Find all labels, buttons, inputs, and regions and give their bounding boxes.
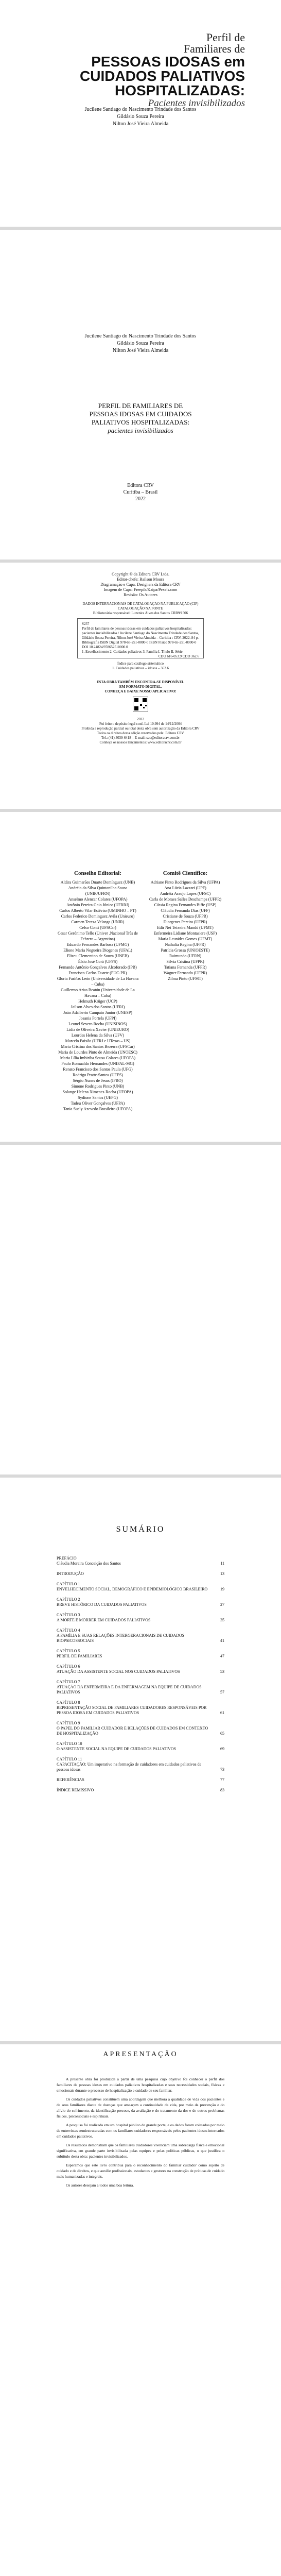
half-title-author: Nilton José Vieira Almeida — [112, 348, 169, 353]
toc-entry-page: 83 — [220, 1788, 224, 1792]
cover-title-line5: HOSPITALIZADAS: — [114, 82, 245, 98]
presentation-title: APRESENTAÇÃO — [103, 2050, 178, 2058]
cip-title: DADOS INTERNACIONAIS DE CATALOGAÇÃO NA PUBLICAÇÃO (CIP) — [82, 602, 199, 606]
toc-entry-page: 27 — [220, 1602, 224, 1607]
toc-entry[interactable] — [57, 1777, 224, 1783]
toc-entry-label — [57, 1680, 214, 1695]
cip-index-entry: 1. Cuidados paliativos – idosos – 362.6 — [112, 666, 169, 670]
cover-author: Gildásio Souza Pereira — [117, 114, 164, 120]
toc-entry-title: PREFÁCIO — [57, 1556, 77, 1561]
cover-title-line4: CUIDADOS PALIATIVOS — [80, 68, 245, 84]
toc-entry-page: 73 — [220, 1767, 224, 1772]
toc-entry-title: CAPÍTULO 9 — [57, 1721, 80, 1725]
council-member: Tatiana Fernanda (UFPR) — [164, 965, 207, 970]
copyright-line: Diagramação e Capa: Designers da Editora CRV — [100, 582, 181, 587]
council-left-title: Conselho Editorial: — [74, 870, 121, 876]
council-member: Gloria Fariñas León (Universidade de La Havana – Cuba) — [57, 976, 139, 987]
toc-entry-title: INTRODUÇÃO — [57, 1571, 84, 1576]
council-member: Carmen Tereza Velanga (UNIR) — [71, 920, 125, 924]
council-member: Cláudia Fernanda Dias (UFF) — [161, 908, 210, 913]
toc-entry-subtitle: BREVE HISTÓRICO DA CUIDADOS PALIATIVOS — [57, 1602, 147, 1607]
half-title-line: PALIATIVOS HOSPITALIZADAS: — [91, 418, 190, 426]
toc-entry[interactable] — [57, 1556, 224, 1566]
toc-entry-page: 13 — [220, 1571, 224, 1576]
cover-subtitle: Pacientes invisibilizados — [148, 98, 245, 109]
council-member: Maria de Lourdes Pinto de Almeida (UNOESC) — [58, 1050, 137, 1055]
toc-entry[interactable] — [57, 1613, 224, 1623]
toc-entry-label — [57, 1649, 214, 1659]
toc-entry-title: CAPÍTULO 1 — [57, 1582, 80, 1586]
toc-entry[interactable] — [57, 1597, 224, 1607]
toc-entry-title: CAPÍTULO 10 — [57, 1741, 82, 1746]
digital-notice-line: CONHEÇA E BAIXE NOSSO APLICATIVO! — [104, 689, 177, 693]
council-member: Nathalia Regina (UFPR) — [165, 942, 206, 947]
half-title-authors — [0, 333, 281, 354]
council-member: Maria Leunides Gomes (UFMT) — [158, 937, 213, 941]
council-member: Josania Portela (UFPI) — [79, 1016, 117, 1021]
council-member: Silvia Cristina (UFPR) — [166, 959, 204, 964]
council-member: Andréia Araujo Lopes (UFSC) — [160, 891, 211, 896]
council-member: Francisco Carlos Duarte (PUC-PR) — [68, 971, 127, 975]
toc-entry-label — [57, 1556, 214, 1566]
toc-entry[interactable] — [57, 1741, 224, 1752]
legal-line: Conheça os nossos lançamentos: www.editoracrv.com.br — [99, 740, 182, 744]
council-member: Helmuth Krüger (UCP) — [78, 999, 117, 1004]
paragraph: Esperamos que este livro contribua para o reconhecimento do familiar cuidador como sujeito de cuidado e de direitos, e que auxilie profissionais, estudantes e gestores na construção de práticas de cuidado mais humanizadas e integrais. — [57, 2163, 224, 2179]
toc-entry-title: CAPÍTULO 5 — [57, 1649, 80, 1653]
blank-page — [0, 1145, 281, 1475]
toc-entry-label — [57, 1777, 214, 1783]
toc-entry-subtitle: ENVELHECIMENTO SOCIAL, DEMOGRÁFICO E EPIDEMIOLÓGICO BRASILEIRO — [57, 1587, 208, 1591]
toc-entry-title: REFERÊNCIAS — [57, 1777, 84, 1782]
half-title-author: Jucilene Santiago do Nascimento Trindade dos Santos — [84, 333, 197, 339]
toc-entry-title: CAPÍTULO 8 — [57, 1700, 80, 1705]
toc-entry-page: 57 — [220, 1690, 224, 1694]
toc-entry-page: 41 — [220, 1638, 224, 1643]
toc-entry-page: 11 — [220, 1561, 224, 1566]
half-title-author: Gildásio Souza Pereira — [117, 341, 164, 346]
council-member: Simone Rodrigues Pinto (UNB) — [71, 1084, 125, 1089]
summary-title: SUMÁRIO — [116, 1525, 165, 1534]
publisher-name: Editora CRV — [127, 483, 154, 488]
council-right-column — [144, 871, 226, 981]
legal-line: Foi feito o depósito legal conf. Lei 10.994 de 14/12/2004 — [99, 722, 182, 726]
council-member: Carla de Moraes Salles Deschamps (UFPR) — [149, 897, 222, 902]
cover-title — [80, 32, 245, 109]
council-right-title: Comitê Científico: — [163, 870, 208, 876]
half-title-line: PESSOAS IDOSAS EM CUIDADOS — [89, 410, 192, 418]
cip-subtitle: CATALOGAÇÃO NA FONTE — [118, 606, 163, 611]
half-title-title — [0, 402, 281, 435]
toc-entry-label — [57, 1571, 214, 1577]
cover-authors — [0, 106, 281, 128]
digital-notice-line: ESTA OBRA TAMBÉM ENCONTRA-SE DISPONÍVEL — [96, 680, 185, 684]
legal-line: Todos os direitos desta edição reservados pela: Editora CRV — [97, 731, 184, 735]
cip-box — [77, 618, 204, 658]
toc-entry-label — [57, 1613, 214, 1623]
council-member: Zilma Pinto (UFMT) — [168, 976, 203, 981]
cip-body: Perfil de familiares de pessoas idosas em cuidados paliativos hospitalizadas: pacientes invisibilizados / Jucilene Santiago do Nascimento Trindade dos Santos, Gildásio Souza Pereira, Nilton José Vieira Almeida – Curitiba : CRV, 2022. 84 p. — [82, 626, 199, 640]
council-member: Maria Lília Imbiriba Sousa Colares (UFOPA) — [60, 1056, 136, 1060]
copyright-line: Revisão: Os Autores — [124, 592, 157, 597]
toc-entry-subtitle: ATUAÇÃO DA ASSISTENTE SOCIAL NOS CUIDADOS PALIATIVOS — [57, 1669, 180, 1674]
toc-entry[interactable] — [57, 1649, 224, 1659]
council-left-column — [57, 871, 139, 1112]
toc-entry[interactable] — [57, 1571, 224, 1577]
toc-entry[interactable] — [57, 1721, 224, 1736]
council-member: Élsio José Corá (UFFS) — [78, 959, 118, 964]
toc-entry[interactable] — [57, 1700, 224, 1716]
council-member: Diorgenes Pereira (UFPR) — [163, 920, 207, 924]
council-member: Patrícia Grossa (UNIOESTE) — [161, 948, 210, 953]
cip-index-title: Índice para catálogo sistemático — [117, 662, 164, 666]
council-member: Cássia Regina Fernandes Biffe (USP) — [154, 903, 217, 907]
toc-entry-label — [57, 1741, 214, 1752]
toc-entry-subtitle: CAPACITAÇÃO: Um imperativo na formação de cuidadores em cuidados paliativos de pessoas idosas — [57, 1762, 202, 1772]
council-member: Leonel Severo Rocha (UNISINOS) — [68, 1022, 127, 1026]
app-qr-icon — [133, 697, 148, 712]
council-member: Anselmo Alencar Colares (UFOPA) — [68, 897, 128, 902]
toc-entry-label — [57, 1582, 214, 1592]
council-member: Marcelo Paixão (UFRJ e UTexas – US) — [65, 1039, 131, 1043]
council-member: Cristiane de Souza (UFPR) — [163, 914, 208, 919]
toc-entry-label — [57, 1721, 214, 1736]
council-member: Renato Francisco dos Santos Paula (UFG) — [63, 1067, 133, 1072]
paragraph: A pesquisa foi realizada em um hospital público de grande porte, e os dados foram coletados por meio de entrevistas semiestruturadas com os familiares cuidadores responsáveis pelos pacientes idosos internados em cuidados paliativos. — [57, 2123, 224, 2139]
council-member: Ana Lúcia Lazzari (UPF) — [164, 886, 206, 890]
council-member: Rodrigo Pratte-Santos (UFES) — [73, 1073, 123, 1077]
cip-index-block — [0, 662, 281, 671]
council-member: Elizeu Clementino de Souza (UNEB) — [67, 954, 129, 958]
toc-entry[interactable] — [57, 1788, 224, 1793]
toc-entry[interactable] — [57, 1582, 224, 1592]
toc-entry-page: 35 — [220, 1618, 224, 1622]
toc-entry[interactable] — [57, 1628, 224, 1643]
cip-body2: Bibliografia ISBN Digital 978-65-251-0000-0 ISBN Físico 978-65-251-0000-0 DOI 10.24824/978652510000.0 — [82, 640, 197, 649]
council-member: Eduardo Fernandes Barbosa (UFMG) — [66, 942, 129, 947]
council-member: Tadeu Oliver Gonçalves (UFPA) — [71, 1101, 125, 1106]
cover-title-line1: Perfil de — [206, 31, 245, 44]
council-member: Solange Helena Ximenes-Rocha (UFOPA) — [62, 1090, 133, 1094]
council-member: Enfermeira Lidiane Montasiere (USP) — [153, 931, 217, 936]
cover-author: Jucilene Santiago do Nascimento Trindade dos Santos — [84, 107, 197, 112]
council-member: Guillermo Arias Beatón (Universidade de La Havana – Cuba) — [61, 988, 135, 998]
digital-notice — [0, 680, 281, 694]
council-member: Carlos Alberto Vilar Estêvão (UMINHO – PT) — [59, 908, 136, 913]
publisher-city: Curitiba – Brasil — [123, 489, 158, 495]
council-member: Sérgio Nunes de Jesus (IFRO) — [73, 1078, 123, 1083]
half-title-line: pacientes invisibilizados — [108, 427, 173, 434]
cover-page — [0, 0, 281, 227]
council-member: Adriane Pinto Rodrigues da Silva (UFPA) — [150, 880, 220, 885]
council-member: Lourdes Helena da Silva (UFV) — [71, 1033, 125, 1038]
toc-entry-title: CAPÍTULO 11 — [57, 1757, 82, 1761]
digital-notice-line: EM FORMATO DIGITAL. — [119, 685, 162, 689]
council-member: Lídia de Oliveira Xavier (UNIEURO) — [66, 1027, 129, 1032]
council-member: Celso Conti (UFSCar) — [79, 925, 116, 930]
council-left-list — [57, 879, 139, 1112]
council-member: João Adalberto Campato Junior (UNESP) — [63, 1010, 132, 1015]
table-of-contents — [57, 1556, 224, 1798]
toc-entry-title: ÍNDICE REMISSIVO — [57, 1788, 94, 1792]
paragraph: Os cuidados paliativos constituem uma abordagem que melhora a qualidade de vida dos pacientes e de seus familiares diante de doenças que ameaçam a continuidade da vida, por meio da prevenção e do alívio do sofrimento, da identificação precoce, da avaliação e do tratamento da dor e de outros problemas físicos, psicossociais e espirituais. — [57, 2097, 224, 2119]
toc-entry-subtitle: A MORTE E MORRER EM CUIDADOS PALIATIVOS — [57, 1618, 151, 1622]
toc-entry-title: CAPÍTULO 6 — [57, 1664, 80, 1669]
toc-entry-subtitle: ATUAÇÃO DA ENFERMEIRA E DA ENFERMAGEM NA EQUIPE DE CUIDADOS PALIATIVOS — [57, 1685, 202, 1694]
toc-entry-label — [57, 1700, 214, 1716]
legal-line: Tel.: (41) 3039-6418 – E-mail: sac@editoracrv.com.br — [101, 736, 180, 740]
council-member: Elione Maria Nogueira Diogenes (UFAL) — [63, 948, 132, 953]
toc-entry-title: CAPÍTULO 2 — [57, 1597, 80, 1602]
cip-index: CDU 616-053.9 CDD 362.6 — [158, 654, 199, 658]
council-page — [0, 812, 281, 1142]
cover-title-line2: Familiares de — [183, 42, 245, 55]
legal-notice — [0, 717, 281, 745]
toc-entry-page: 47 — [220, 1654, 224, 1658]
cip-header — [0, 602, 281, 616]
copyright-line: Editor-chefe: Railson Moura — [117, 577, 164, 582]
council-member: Andréia da Silva Quintanilha Sousa (UNIR/UFRN) — [68, 886, 128, 896]
council-member: Wagner Fernando (UFPR) — [163, 971, 207, 975]
cover-author: Nilton José Vieira Almeida — [112, 121, 169, 127]
copyright-line: Imagem de Capa: Freepik/Kaipa/Pexels.com — [103, 587, 178, 592]
toc-entry-label — [57, 1628, 214, 1643]
council-member: Maria Cristina dos Santos Bezerra (UFSCar) — [61, 1044, 135, 1049]
toc-entry-label — [57, 1597, 214, 1607]
half-title-page — [0, 230, 281, 560]
copyright-credits — [0, 572, 281, 598]
council-member: Jailson Alves dos Santos (UFRJ) — [71, 1005, 125, 1009]
council-member: Carlos Federico Dominguez Avila (Unieuro) — [61, 914, 135, 919]
toc-entry-label — [57, 1788, 214, 1793]
council-member: Raimundo (UFRN) — [169, 954, 201, 958]
council-member: Cesar Gerónimo Tello (Univer .Nacional Três de Febrero – Argentina) — [58, 931, 138, 941]
toc-entry-page: 65 — [220, 1731, 224, 1736]
toc-entry-page: 19 — [220, 1587, 224, 1591]
toc-entry-title: CAPÍTULO 4 — [57, 1628, 80, 1633]
toc-entry-subtitle: O ASSISTENTE SOCIAL NA EQUIPE DE CUIDADOS PALIATIVOS — [57, 1747, 177, 1751]
publisher-year: 2022 — [135, 496, 146, 502]
council-member: Sydione Santos (UEPG) — [78, 1095, 118, 1100]
toc-entry[interactable] — [57, 1664, 224, 1674]
council-member: Antônio Pereira Gaio Júnior (UFRRJ) — [66, 903, 129, 907]
council-member: Aldira Guimarães Duarte Domínguez (UNB) — [60, 880, 135, 885]
council-member: Edir Nei Teixeira Mandú (UFMT) — [157, 925, 214, 930]
council-member: Tania Suely Azevedo Brasileiro (UFOPA) — [63, 1107, 133, 1111]
council-member: Fernando Antônio Gonçalves Alcoforado (IPB) — [59, 965, 137, 970]
toc-entry-page: 61 — [220, 1710, 224, 1715]
toc-entry[interactable] — [57, 1757, 224, 1772]
presentation-text — [57, 2076, 224, 2191]
cip-body3: 1. Envelhecimento 2. Cuidados paliativos 3. Família I. Título II. Série — [82, 650, 183, 654]
cover-title-line3: PESSOAS IDOSAS em — [91, 54, 245, 70]
legal-line: 2022 — [137, 717, 144, 721]
toc-entry-subtitle: Cláudia Moreira Conceição dos Santos — [57, 1561, 121, 1566]
paragraph: Os resultados demonstram que os familiares cuidadores vivenciam uma sobrecarga física e emocional significativa, em grande parte invisibilizada pelas equipes e pelas políticas públicas, o que justifica o subtítulo desta obra: pacientes invisibilizados. — [57, 2143, 224, 2159]
cip-code: S237 — [82, 622, 90, 626]
toc-entry-page: 69 — [220, 1747, 224, 1751]
toc-entry-label — [57, 1757, 214, 1772]
toc-entry-title: CAPÍTULO 7 — [57, 1680, 80, 1684]
toc-entry[interactable] — [57, 1680, 224, 1695]
toc-entry-title: CAPÍTULO 3 — [57, 1613, 80, 1617]
toc-entry-subtitle: PERFIL DE FAMILIARES — [57, 1654, 102, 1658]
copyright-line: Copyright © da Editora CRV Ltda. — [112, 572, 169, 577]
toc-entry-page: 77 — [220, 1777, 224, 1782]
toc-entry-subtitle: O PAPEL DO FAMILIAR CUIDADOR E RELAÇÕES DE CUIDADOS EM CONTEXTO DE HOSPITALIZAÇÃO — [57, 1726, 208, 1736]
legal-line: Proibida a reprodução parcial ou total desta obra sem autorização da Editora CRV — [81, 726, 200, 731]
toc-entry-page: 53 — [220, 1669, 224, 1674]
toc-entry-subtitle: A FAMÍLIA E SUAS RELAÇÕES INTERGERACIONAIS DE CUIDADOS BIOPSICOSSOCIAIS — [57, 1633, 185, 1643]
half-title-line: PERFIL DE FAMILIARES DE — [98, 402, 183, 410]
paragraph: Os autores desejam a todos uma boa leitura. — [66, 2183, 134, 2188]
paragraph: A presente obra foi produzida a partir de uma pesquisa cujo objetivo foi conhecer o perfil dos familiares de pessoas idosas em cuidados paliativos hospitalizadas e suas necessidades sociais, físicas e emocionais durante o processo de hospitalização e cuidado de seu familiar. — [57, 2077, 224, 2093]
half-title-publisher — [0, 482, 281, 502]
cip-librarian: Bibliotecária responsável: Luzenira Alves dos Santos CRB9/1506 — [93, 611, 188, 615]
toc-entry-subtitle: REPRESENTAÇÃO SOCIAL DE FAMILIARES CUIDADORES RESPONSÁVEIS POR PESSOA IDOSA EM CUIDADOS PALIATIVOS — [57, 1705, 207, 1715]
council-member: Paulo Romualdo Hernandes (UNIFAL-MG) — [61, 1061, 134, 1066]
toc-entry-label — [57, 1664, 214, 1674]
council-right-list — [144, 879, 226, 981]
